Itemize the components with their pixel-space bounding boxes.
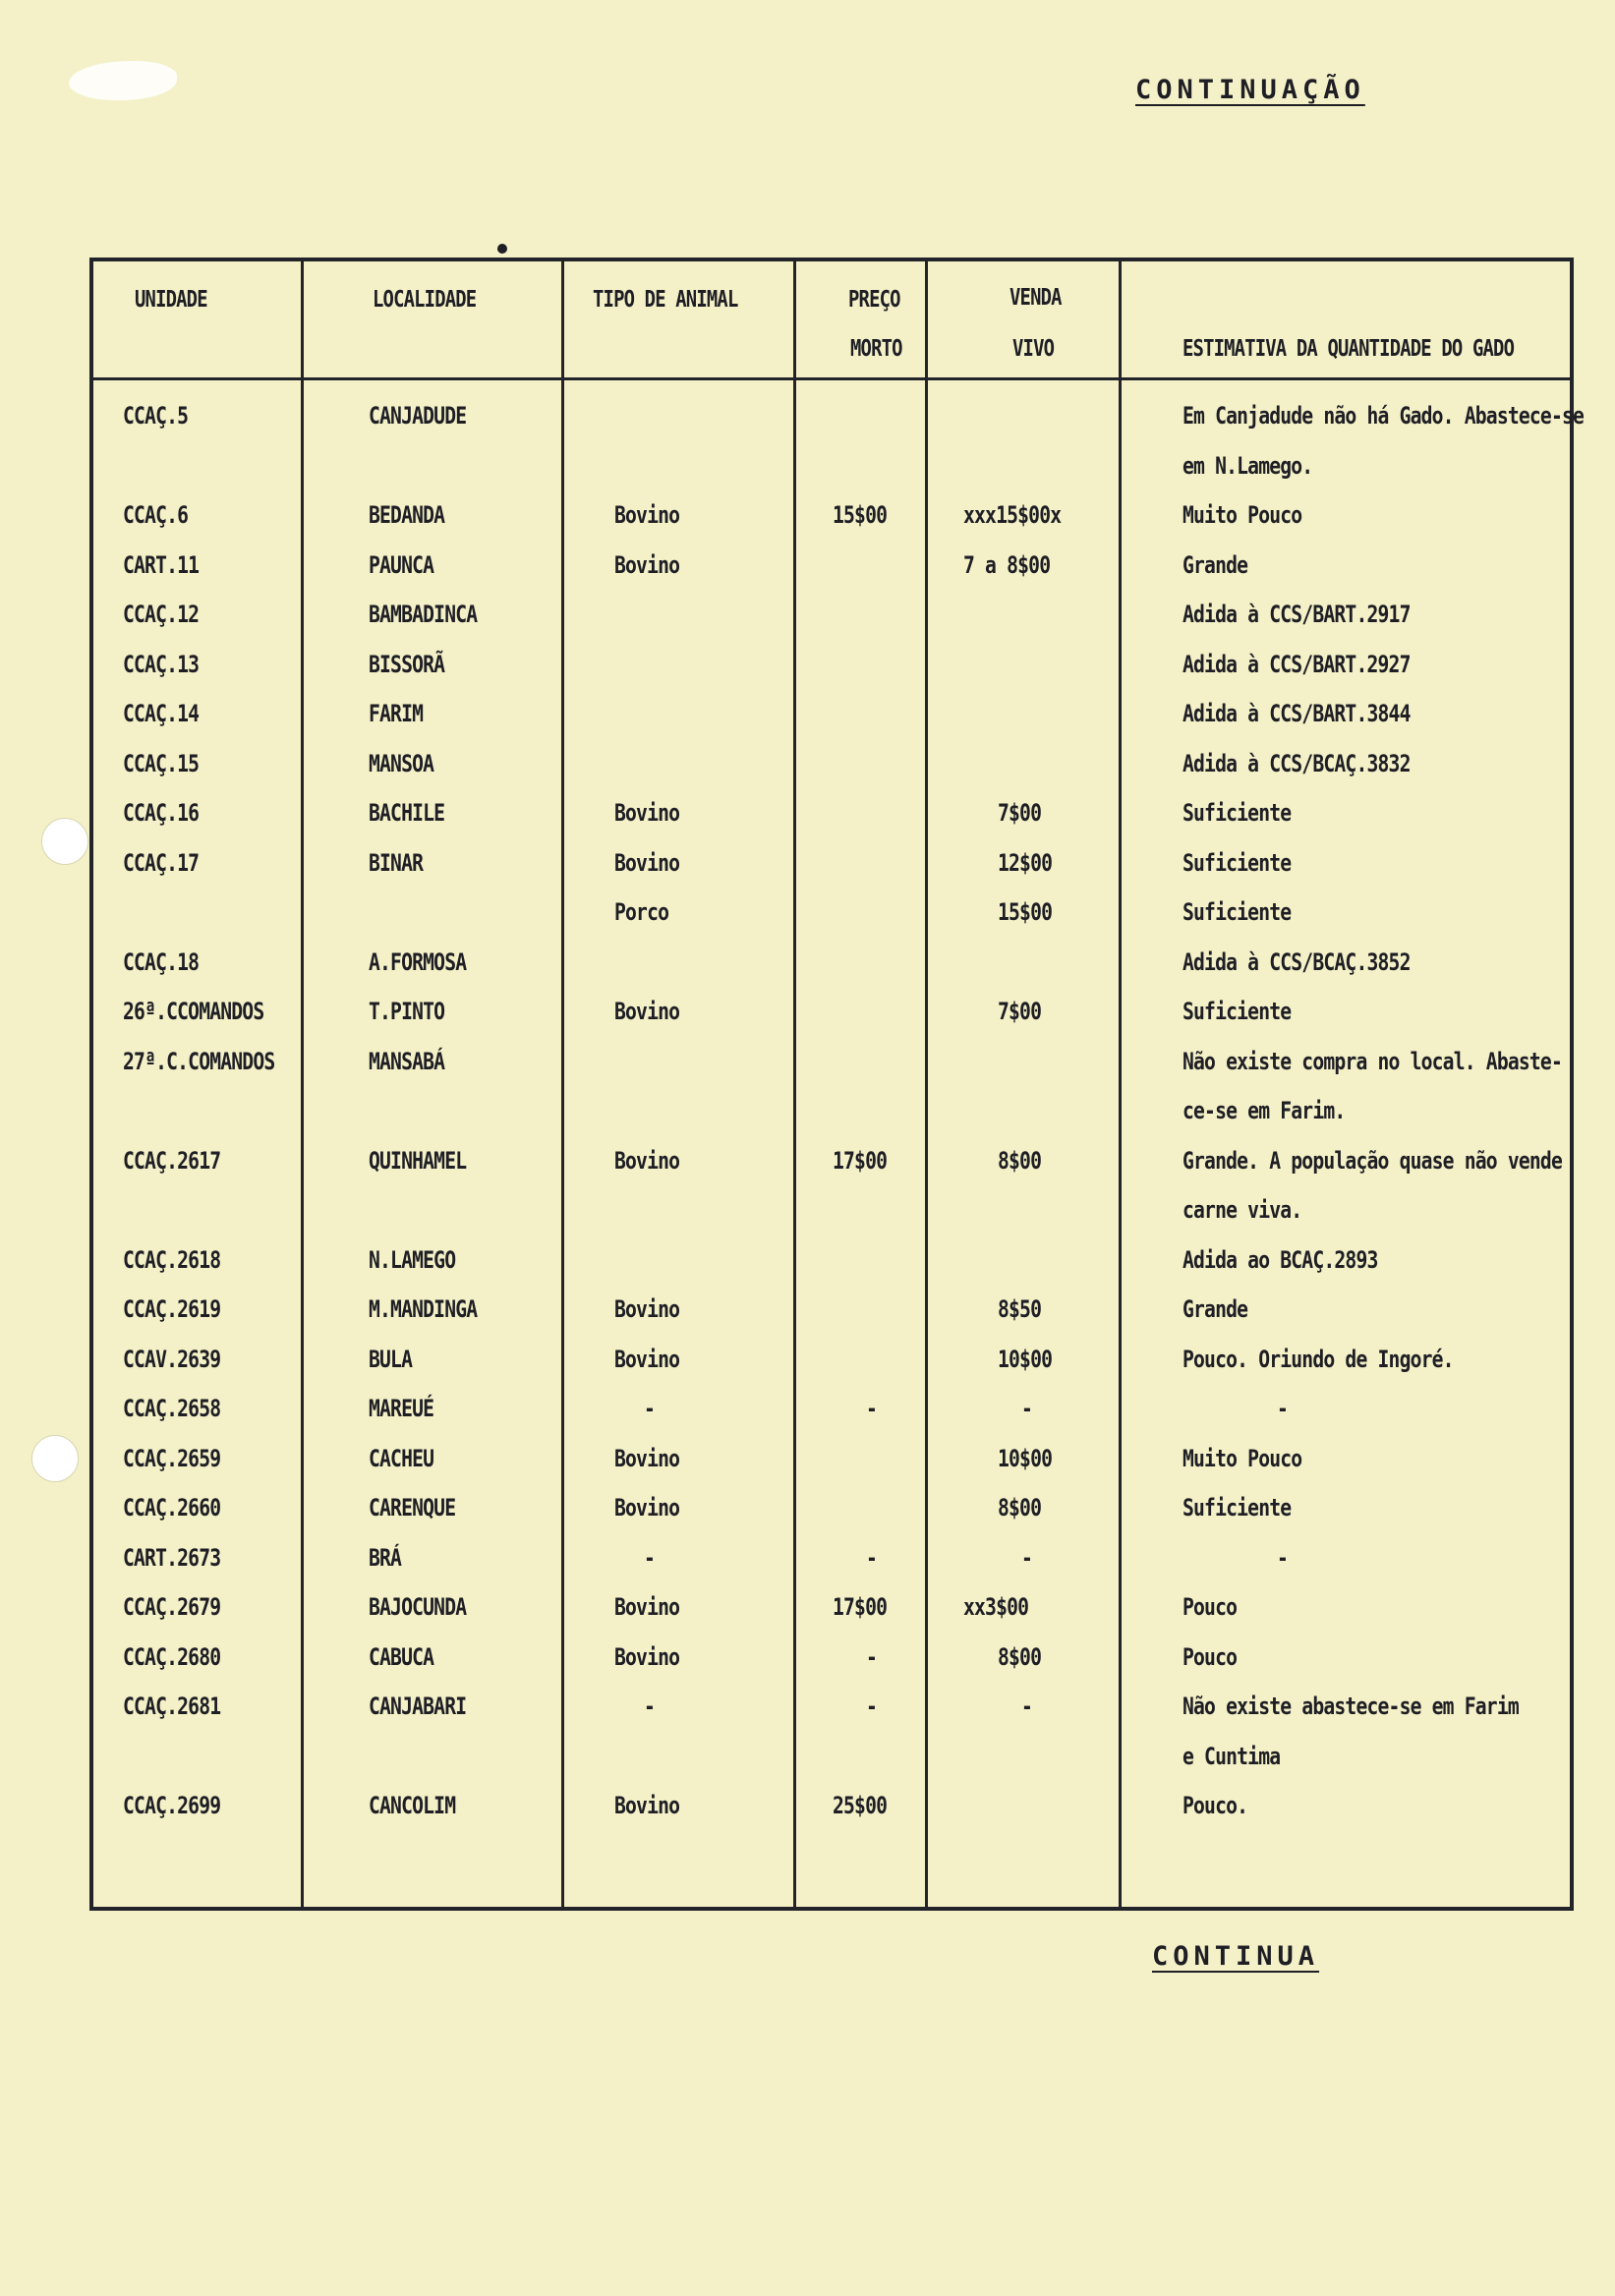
continues-label: CONTINUA bbox=[1152, 1941, 1320, 1972]
cell-unidade: CCAV.2639 bbox=[123, 1345, 221, 1373]
cell-localidade: QUINHAMEL bbox=[369, 1146, 467, 1175]
cell-venda: 8$50 bbox=[998, 1295, 1042, 1323]
col-header-unidade: UNIDADE bbox=[135, 287, 207, 313]
cell-localidade: CACHEU bbox=[369, 1444, 434, 1472]
cell-localidade: BISSORÃ bbox=[369, 650, 445, 678]
cell-localidade: A.FORMOSA bbox=[369, 947, 467, 976]
cell-estimativa: Adida à CCS/BART.3844 bbox=[1182, 700, 1411, 727]
cell-estimativa: - bbox=[1277, 1395, 1289, 1422]
cell-preco: - bbox=[866, 1543, 878, 1572]
cell-estimativa: Suficiente bbox=[1182, 898, 1292, 926]
cell-estimativa: Grande. A população quase não vende bbox=[1182, 1146, 1563, 1175]
punch-hole bbox=[31, 1435, 79, 1482]
cell-tipo: Porco bbox=[614, 898, 669, 926]
cell-estimativa: Pouco. bbox=[1182, 1792, 1248, 1819]
cell-tipo: Bovino bbox=[614, 848, 680, 877]
col-header-venda: VENDA bbox=[1009, 285, 1062, 311]
cell-tipo: Bovino bbox=[614, 1345, 680, 1373]
cell-venda: 10$00 bbox=[998, 1444, 1053, 1472]
cell-tipo: Bovino bbox=[614, 1494, 680, 1521]
cell-unidade: CCAÇ.2680 bbox=[123, 1642, 221, 1671]
cell-tipo: Bovino bbox=[614, 550, 680, 579]
cell-tipo: Bovino bbox=[614, 998, 680, 1025]
cell-unidade: CCAÇ.2679 bbox=[123, 1593, 221, 1621]
cell-estimativa: Adida à CCS/BART.2917 bbox=[1182, 601, 1411, 628]
cell-venda: 12$00 bbox=[998, 848, 1053, 877]
cell-localidade: CANJADUDE bbox=[369, 402, 467, 430]
cell-localidade: CABUCA bbox=[369, 1642, 434, 1671]
cell-tipo: Bovino bbox=[614, 1295, 680, 1323]
cell-unidade: 26ª.CCOMANDOS bbox=[123, 998, 264, 1025]
cell-unidade: CART.11 bbox=[123, 550, 200, 579]
cell-localidade: CANCOLIM bbox=[369, 1792, 456, 1819]
cell-venda: 8$00 bbox=[998, 1146, 1042, 1175]
cell-localidade: M.MANDINGA bbox=[369, 1295, 478, 1323]
cell-estimativa: Adida à CCS/BCAÇ.3832 bbox=[1182, 749, 1411, 777]
cell-localidade: MAREUÉ bbox=[369, 1395, 434, 1422]
cell-unidade: CCAÇ.5 bbox=[123, 402, 189, 430]
cell-estimativa: Não existe abastece-se em Farim bbox=[1182, 1693, 1519, 1720]
cell-venda: - bbox=[1021, 1395, 1033, 1422]
cell-estimativa: Suficiente bbox=[1182, 848, 1292, 877]
column-divider bbox=[1119, 261, 1122, 1907]
cell-venda: 7$00 bbox=[998, 998, 1042, 1025]
cell-tipo: - bbox=[644, 1543, 656, 1572]
column-divider bbox=[561, 261, 564, 1907]
cell-estimativa: Pouco bbox=[1182, 1642, 1238, 1671]
col-header-localidade: LOCALIDADE bbox=[373, 287, 477, 313]
cell-localidade: CANJABARI bbox=[369, 1693, 467, 1720]
cell-localidade: MANSOA bbox=[369, 749, 434, 777]
cell-estimativa: ce-se em Farim. bbox=[1182, 1097, 1346, 1124]
cell-estimativa: Grande bbox=[1182, 1295, 1248, 1323]
cell-tipo: Bovino bbox=[614, 1642, 680, 1671]
cell-tipo: - bbox=[644, 1395, 656, 1422]
col-header-morto: MORTO bbox=[850, 336, 902, 362]
cell-localidade: BAMBADINCA bbox=[369, 601, 478, 628]
cell-preco: - bbox=[866, 1642, 878, 1671]
cell-unidade: CCAÇ.15 bbox=[123, 749, 200, 777]
cell-localidade: MANSABÁ bbox=[369, 1047, 445, 1075]
cell-estimativa: Pouco bbox=[1182, 1593, 1238, 1621]
cell-tipo: Bovino bbox=[614, 1444, 680, 1472]
cell-estimativa: Suficiente bbox=[1182, 1494, 1292, 1521]
cell-venda: 10$00 bbox=[998, 1345, 1053, 1373]
cell-localidade: BRÁ bbox=[369, 1543, 402, 1572]
cattle-table bbox=[89, 258, 1585, 1911]
cell-venda: xxx15$00x bbox=[963, 501, 1062, 529]
column-divider bbox=[793, 261, 796, 1907]
cell-venda: 15$00 bbox=[998, 898, 1053, 926]
cell-unidade: CCAÇ.12 bbox=[123, 601, 200, 628]
cell-unidade: CCAÇ.17 bbox=[123, 848, 200, 877]
cell-localidade: N.LAMEGO bbox=[369, 1245, 456, 1274]
cell-preco: - bbox=[866, 1693, 878, 1720]
cell-localidade: FARIM bbox=[369, 700, 424, 727]
cell-tipo: Bovino bbox=[614, 1792, 680, 1819]
column-divider bbox=[301, 261, 304, 1907]
cell-estimativa: Adida à CCS/BART.2927 bbox=[1182, 650, 1411, 678]
cell-localidade: T.PINTO bbox=[369, 998, 445, 1025]
cell-venda: - bbox=[1021, 1693, 1033, 1720]
ink-dot bbox=[497, 244, 507, 254]
cell-preco: 17$00 bbox=[833, 1146, 888, 1175]
cell-tipo: Bovino bbox=[614, 799, 680, 827]
cell-estimativa: carne viva. bbox=[1182, 1196, 1302, 1224]
cell-estimativa: e Cuntima bbox=[1182, 1742, 1281, 1770]
cell-localidade: BULA bbox=[369, 1345, 413, 1373]
cell-localidade: BACHILE bbox=[369, 799, 445, 827]
column-divider bbox=[925, 261, 928, 1907]
cell-unidade: CCAÇ.6 bbox=[123, 501, 189, 529]
cell-estimativa: Muito Pouco bbox=[1182, 1444, 1302, 1472]
cell-estimativa: Adida à CCS/BCAÇ.3852 bbox=[1182, 947, 1411, 976]
cell-venda: - bbox=[1021, 1543, 1033, 1572]
cell-preco: 25$00 bbox=[833, 1792, 888, 1819]
cell-unidade: 27ª.C.COMANDOS bbox=[123, 1047, 275, 1075]
cell-tipo: - bbox=[644, 1693, 656, 1720]
cell-unidade: CCAÇ.2619 bbox=[123, 1295, 221, 1323]
cell-tipo: Bovino bbox=[614, 501, 680, 529]
cell-venda: 8$00 bbox=[998, 1494, 1042, 1521]
header-divider bbox=[93, 377, 1570, 380]
cell-unidade: CCAÇ.2659 bbox=[123, 1444, 221, 1472]
cell-localidade: BINAR bbox=[369, 848, 424, 877]
cell-localidade: CARENQUE bbox=[369, 1494, 456, 1521]
cell-unidade: CCAÇ.2681 bbox=[123, 1693, 221, 1720]
cell-estimativa: - bbox=[1277, 1543, 1289, 1572]
cell-estimativa: Grande bbox=[1182, 550, 1248, 579]
cell-unidade: CCAÇ.2658 bbox=[123, 1395, 221, 1422]
cell-venda: 7 a 8$00 bbox=[963, 550, 1051, 579]
cell-estimativa: Suficiente bbox=[1182, 998, 1292, 1025]
cell-unidade: CCAÇ.2617 bbox=[123, 1146, 221, 1175]
cell-localidade: BEDANDA bbox=[369, 501, 445, 529]
cell-estimativa: Pouco. Oriundo de Ingoré. bbox=[1182, 1345, 1454, 1373]
col-header-estimativa: ESTIMATIVA DA QUANTIDADE DO GADO bbox=[1182, 336, 1515, 362]
cell-unidade: CCAÇ.2618 bbox=[123, 1245, 221, 1274]
cell-tipo: Bovino bbox=[614, 1146, 680, 1175]
cell-tipo: Bovino bbox=[614, 1593, 680, 1621]
cell-unidade: CCAÇ.16 bbox=[123, 799, 200, 827]
col-header-tipo: TIPO DE ANIMAL bbox=[593, 287, 738, 313]
cell-estimativa: Muito Pouco bbox=[1182, 501, 1302, 529]
cell-localidade: PAUNCA bbox=[369, 550, 434, 579]
cell-preco: 15$00 bbox=[833, 501, 888, 529]
continuation-label: CONTINUAÇÃO bbox=[1135, 75, 1365, 105]
cell-preco: - bbox=[866, 1395, 878, 1422]
cell-estimativa: Suficiente bbox=[1182, 799, 1292, 827]
cell-venda: 7$00 bbox=[998, 799, 1042, 827]
paper-tear bbox=[69, 61, 177, 100]
cell-unidade: CCAÇ.2699 bbox=[123, 1792, 221, 1819]
punch-hole bbox=[41, 818, 88, 865]
cell-venda: xx3$00 bbox=[963, 1593, 1029, 1621]
cell-estimativa: em N.Lamego. bbox=[1182, 451, 1313, 480]
cell-unidade: CCAÇ.18 bbox=[123, 947, 200, 976]
cell-venda: 8$00 bbox=[998, 1642, 1042, 1671]
cell-unidade: CCAÇ.2660 bbox=[123, 1494, 221, 1521]
cell-preco: 17$00 bbox=[833, 1593, 888, 1621]
col-header-vivo: VIVO bbox=[1012, 336, 1055, 362]
cell-estimativa: Adida ao BCAÇ.2893 bbox=[1182, 1245, 1378, 1274]
cell-estimativa: Não existe compra no local. Abaste- bbox=[1182, 1047, 1563, 1075]
cell-unidade: CCAÇ.14 bbox=[123, 700, 200, 727]
cell-estimativa: Em Canjadude não há Gado. Abastece-se bbox=[1182, 402, 1585, 430]
col-header-preco: PREÇO bbox=[848, 287, 900, 313]
cell-unidade: CCAÇ.13 bbox=[123, 650, 200, 678]
cell-unidade: CART.2673 bbox=[123, 1543, 221, 1572]
cell-localidade: BAJOCUNDA bbox=[369, 1593, 467, 1621]
